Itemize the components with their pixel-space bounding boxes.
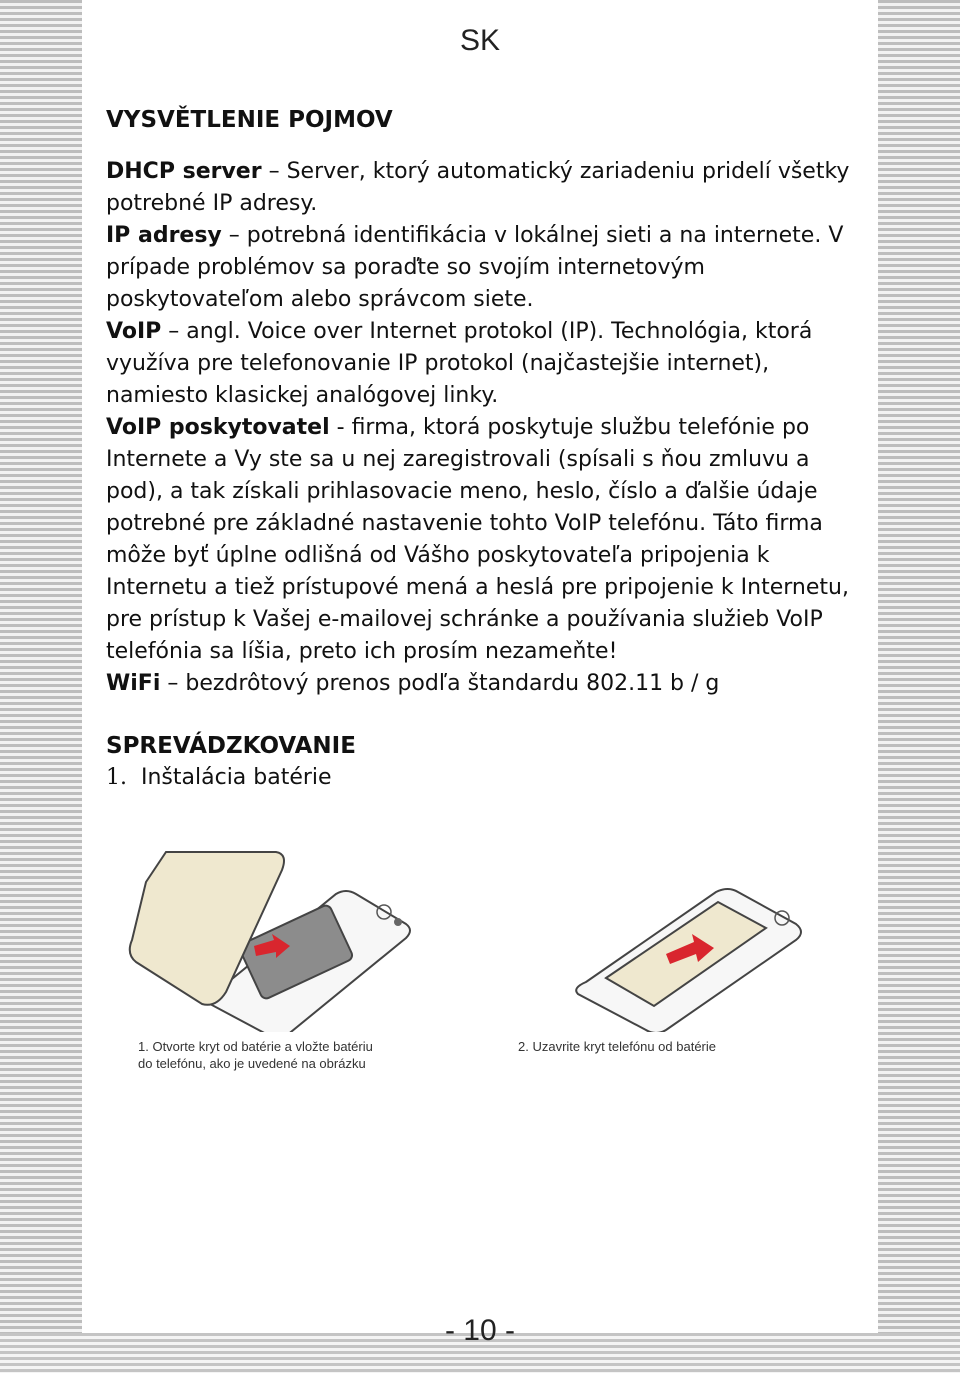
page-number: - 10 - (444, 1314, 516, 1347)
term-definition: - firma, ktorá poskytuje službu telefónie po Internete a Vy ste sa u nej zaregistrovali (spísali s ňou zmluvu a pod), a tak získali prihlasovacie meno, heslo, číslo a ďalšie údaje potrebné pre základné nastavenie tohto VoIP telefónu. Táto firma môže byť úplne odlišná od Vášho poskytovateľa pripojenia k Internetu a tiež prístupové mená a heslá pre pripojenie k Internetu, pre prístup k Vašej e-mailovej schránke a používania služieb VoIP telefónia sa líšia, preto ich prosím nezameňte! (106, 415, 849, 664)
language-code: SK (459, 24, 501, 57)
term-entry-voip (106, 316, 866, 412)
left-stripe-border (0, 0, 82, 1373)
right-stripe-border (878, 0, 960, 1373)
caption-line: 1. Otvorte kryt od batérie a vložte batériu (138, 1039, 373, 1054)
term-name: WiFi (106, 671, 161, 696)
term-definition: – Server, ktorý automatický zariadeniu pridelí všetky potrebné IP adresy. (106, 159, 850, 216)
term-definition: – potrebná identifikácia v lokálnej sieti a na internete. V prípade problémov sa poraďte so svojím internetovým poskytovateľom alebo správcom siete. (106, 223, 844, 312)
term-entry-dhcp (106, 156, 866, 220)
section-title-terms: VYSVĚTLENIE POJMOV (106, 107, 393, 133)
section-gap (106, 700, 866, 730)
term-definition: – angl. Voice over Internet protokol (IP). Technológia, ktorá využíva pre telefonovanie IP protokol (najčastejšie internet), namiesto klasickej analógovej linky. (106, 319, 813, 408)
term-name: DHCP server (106, 159, 262, 184)
phone-illustrations (106, 842, 866, 1032)
page-content (82, 0, 878, 1347)
term-name: VoIP poskytovatel (106, 415, 330, 440)
section-title-setup: SPREVÁDZKOVANIE (106, 733, 356, 759)
list-item-number: 1. (106, 765, 127, 790)
text-body (106, 104, 866, 794)
term-definition: – bezdrôtový prenos podľa štandardu 802.11 b / g (160, 671, 720, 696)
caption-line: do telefónu, ako je uvedené na obrázku (138, 1056, 366, 1071)
term-name: IP adresy (106, 223, 222, 248)
phone-closed-illustration (576, 889, 801, 1032)
phone-open-illustration (130, 852, 410, 1032)
term-entry-voip-provider (106, 412, 866, 668)
figure-caption-1 (138, 1038, 373, 1072)
term-name: VoIP (106, 319, 162, 344)
battery-installation-figure (106, 842, 866, 1082)
term-entry-ip (106, 220, 866, 316)
list-item-battery (106, 762, 866, 794)
list-item-text: Inštalácia batérie (141, 765, 332, 790)
figure-caption-2: 2. Uzavrite kryt telefónu od batérie (518, 1039, 716, 1054)
term-entry-wifi (106, 668, 866, 700)
